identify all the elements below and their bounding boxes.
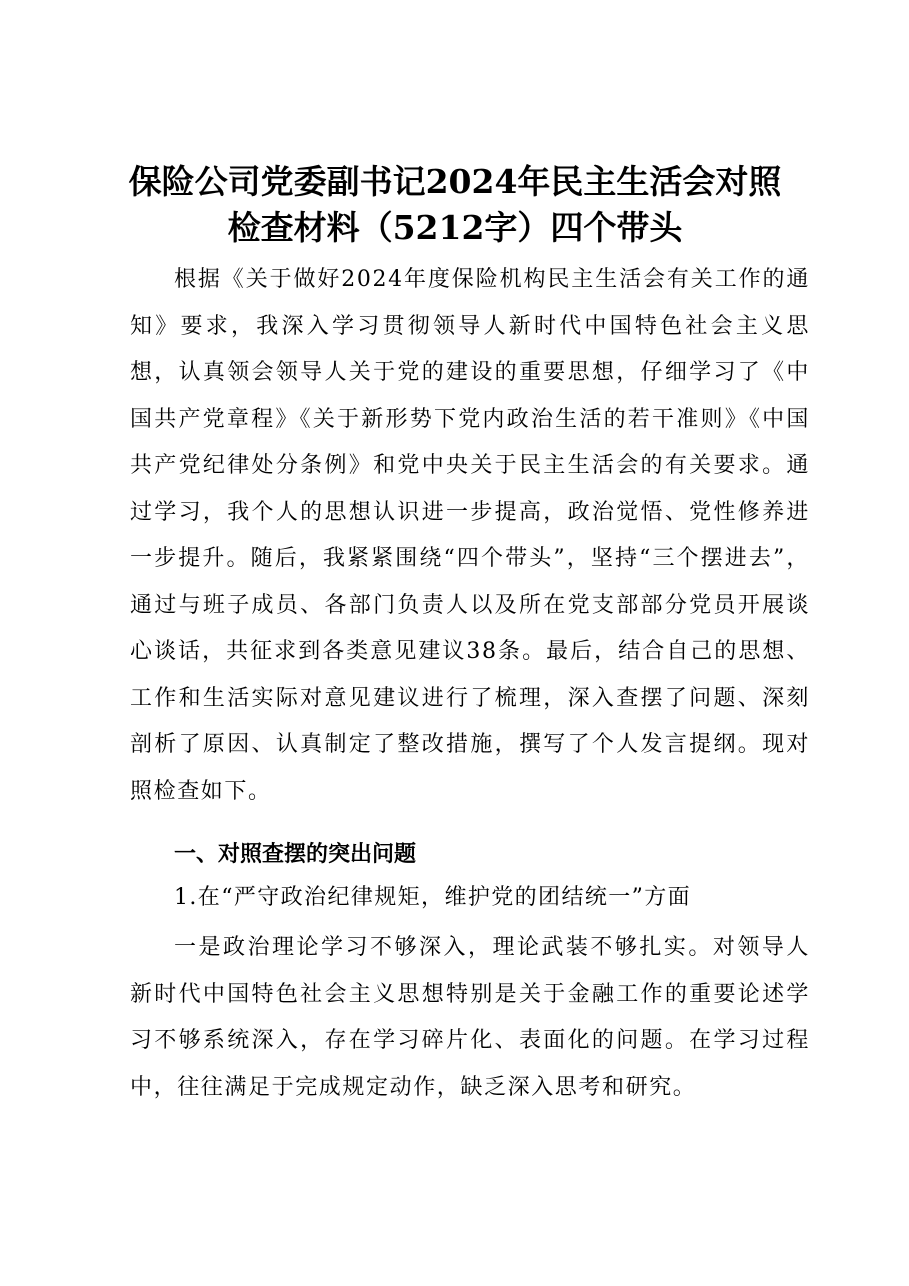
subsection-heading: 1.在“严守政治纪律规矩，维护党的团结统一”方面 [174, 885, 692, 910]
document-title-line-2: 检查材料（5212字）四个带头 [227, 208, 683, 247]
section-heading: 一、对照查摆的突出问题 [174, 841, 417, 867]
point-one-paragraph: 一是政治理论学习不够深入，理论武装不够扎实。对领导人新时代中国特色社会主义思想特别是关于金融工作的重要论述学习不够系统深入，存在学习碎片化、表面化的问题。在学习过程中，往往满足于完成规定动作，缺乏深入思考和研究。 [130, 935, 810, 1100]
intro-paragraph: 根据《关于做好2024年度保险机构民主生活会有关工作的通知》要求，我深入学习贯彻领导人新时代中国特色社会主义思想，认真领会领导人关于党的建设的重要思想，仔细学习了《中国共产党章程》《关于新形势下党内政治生活的若干准则》《中国共产党纪律处分条例》和党中央关于民主生活会的有关要求。通过学习，我个人的思想认识进一步提高，政治觉悟、党性修养进一步提升。随后，我紧紧围绕“四个带头”，坚持“三个摆进去”，通过与班子成员、各部门负责人以及所在党支部部分党员开展谈心谈话，共征求到各类意见建议38条。最后，结合自己的思想、工作和生活实际对意见建议进行了梳理，深入查摆了问题、深刻剖析了原因、认真制定了整改措施，撰写了个人发言提纲。现对照检查如下。 [130, 267, 810, 804]
document-title-line-1: 保险公司党委副书记2024年民主生活会对照 [128, 162, 782, 201]
